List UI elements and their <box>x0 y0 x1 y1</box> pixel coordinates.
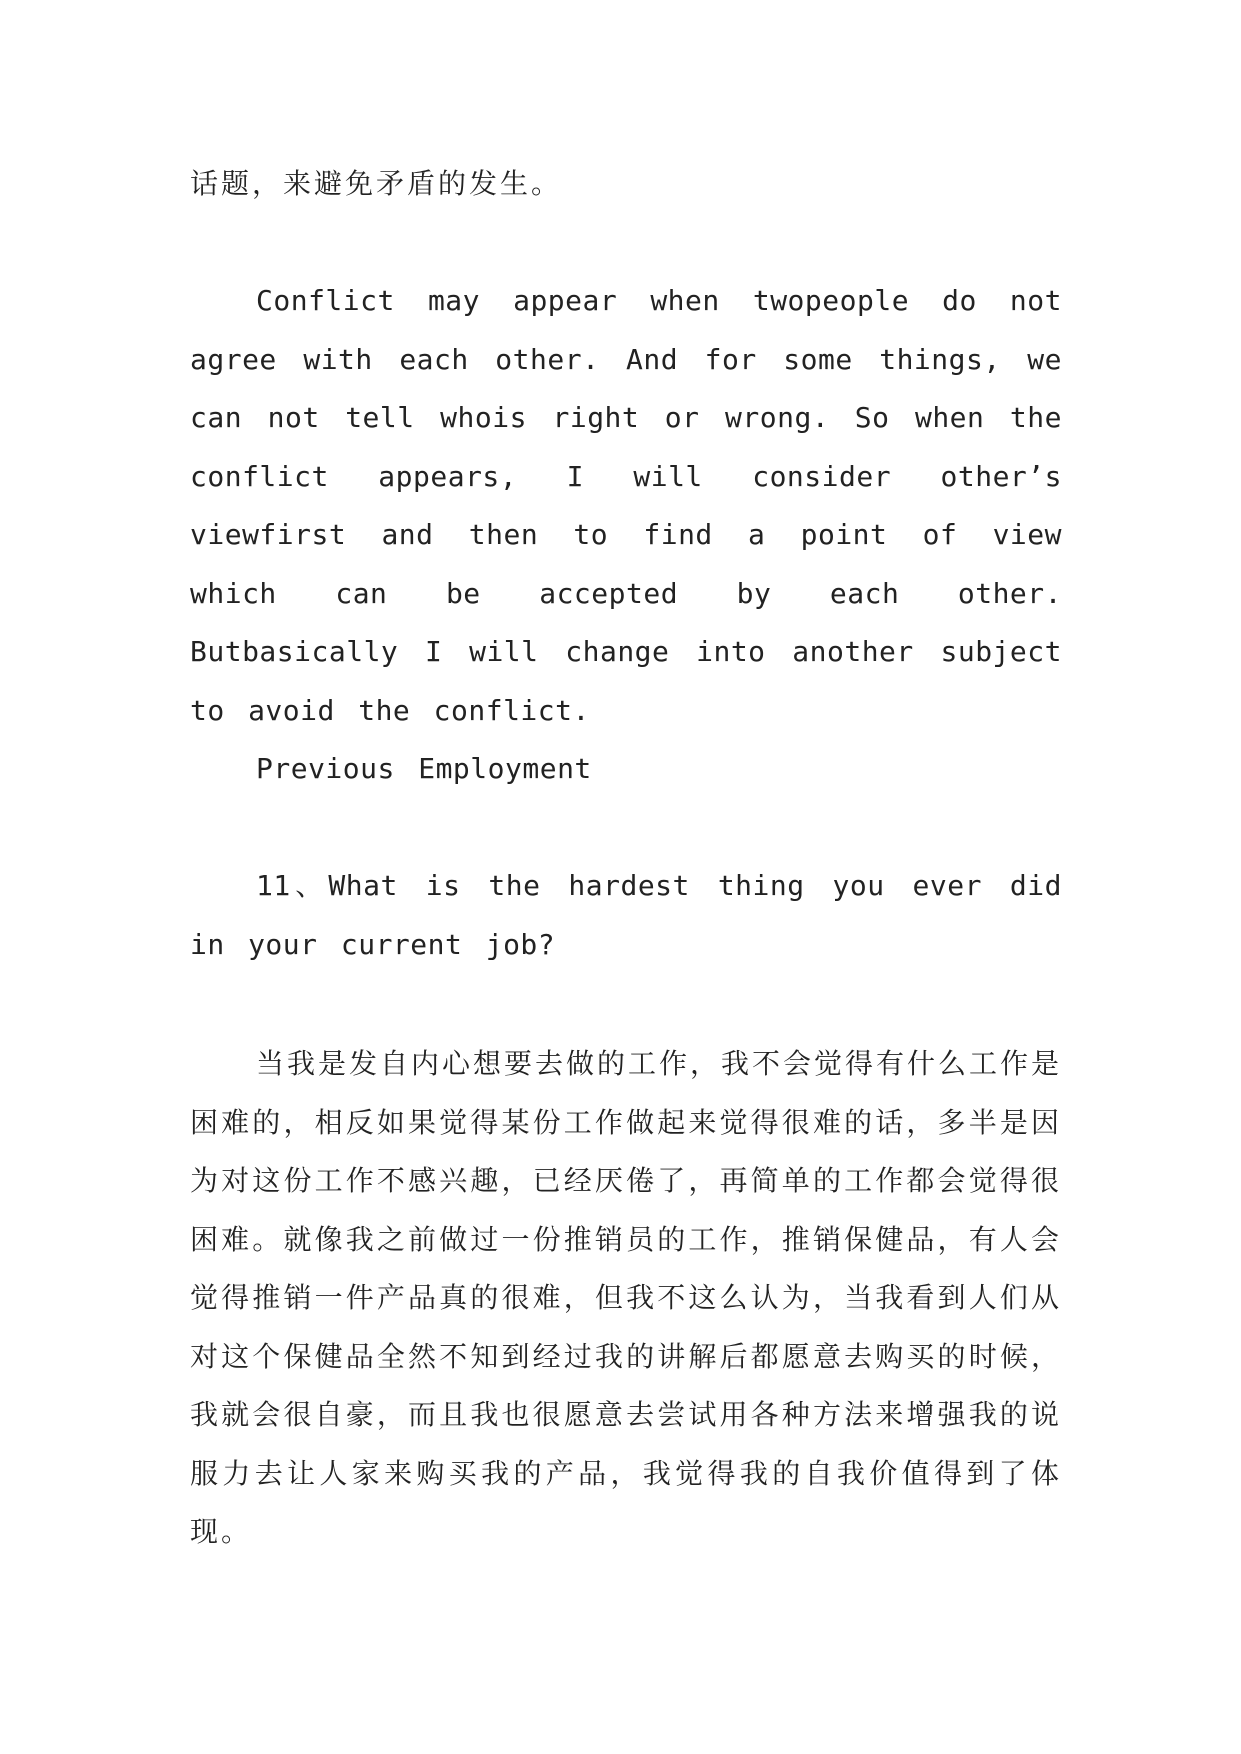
question-11: 11、What is the hardest thing you ever did in your current job? <box>190 869 1062 961</box>
answer-paragraph-cn: 当我是发自内心想要去做的工作，我不会觉得有什么工作是困难的，相反如果觉得某份工作做起来觉得很难的话，多半是因为对这份工作不感兴趣，已经厌倦了，再简单的工作都会觉得很困难。就像我之前做过一份推销员的工作，推销保健品，有人会觉得推销一件产品真的很难，但我不这么认为，当我看到人们从对这个保健品全然不知到经过我的讲解后都愿意去购买的时候，我就会很自豪，而且我也很愿意去尝试用各种方法来增强我的说服力去让人家来购买我的产品，我觉得我的自我价值得到了体现。 <box>190 1047 1063 1548</box>
section-heading: Previous Employment <box>256 752 592 785</box>
paragraph-continuation-cn: 话题，来避免矛盾的发生。 <box>190 167 563 200</box>
paragraph-conflict-en: Conflict may appear when twopeople do not agree with each other. And for some things, we can not tell whois right or wrong. So when the conflict appears, I will consider other’s viewfirst and then to find a point of view which can be accepted by each other. Butbasically I will change into another subject to avoid the conflict. <box>190 284 1062 727</box>
